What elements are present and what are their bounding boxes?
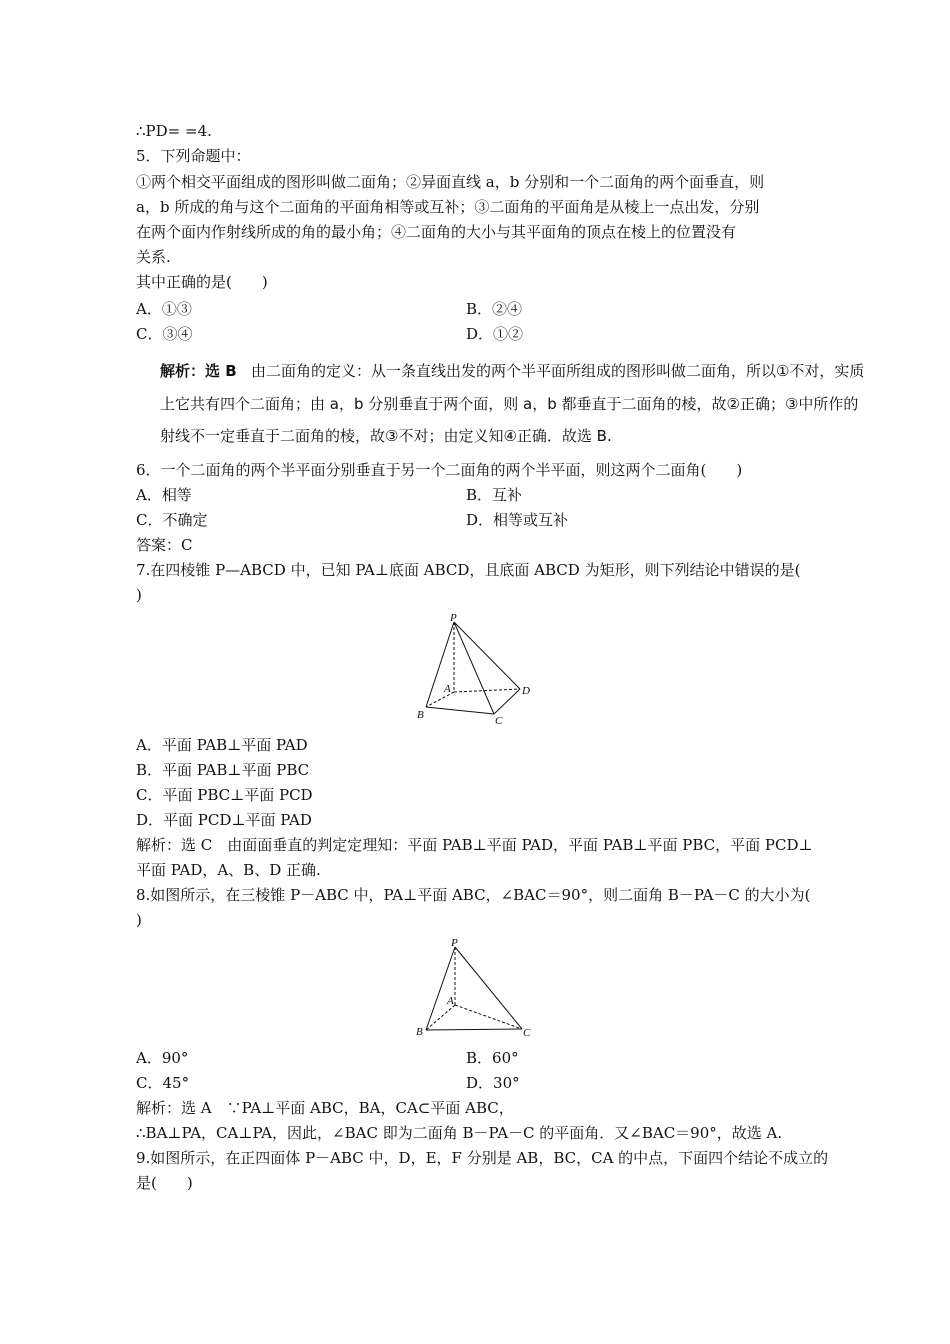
label-a: A: [444, 683, 451, 695]
label-c: C: [523, 1027, 531, 1039]
q6-option-b: B．互补: [466, 486, 523, 504]
q7-explanation-line-2: 平面 PAD，A、B、D 正确.: [136, 861, 321, 879]
q6-stem: 6．一个二面角的两个半平面分别垂直于另一个二面角的两个半平面，则这两个二面角( ): [136, 461, 743, 479]
q5-question: 其中正确的是( ): [136, 273, 268, 291]
q8-option-c: C．45°: [136, 1074, 190, 1092]
q8-stem-line-1: 8.如图所示，在三棱锥 P－ABC 中，PA⊥平面 ABC，∠BAC＝90°，则二面角 B－PA－C 的大小为(: [136, 886, 811, 904]
q6-option-c: C．不确定: [136, 511, 208, 529]
q6-option-a: A．相等: [136, 486, 192, 504]
q5-explanation-line-2: 上它共有四个二面角；由 a，b 分别垂直于两个面，则 a，b 都垂直于二面角的棱，故②正确；③中所作的: [160, 395, 859, 413]
q7-stem-line-1: 7.在四棱锥 P—ABCD 中，已知 PA⊥底面 ABCD，且底面 ABCD 为矩形，则下列结论中错误的是(: [136, 561, 801, 579]
line-pd-result: ∴PD= =4.: [136, 122, 212, 140]
q8-option-d: D．30°: [466, 1074, 520, 1092]
q5-option-c: C．③④: [136, 325, 193, 343]
edge-pd: [454, 622, 520, 689]
q5-statement-1: ①两个相交平面组成的图形叫做二面角；②异面直线 a，b 分别和一个二面角的两个面垂直，则: [136, 173, 765, 191]
label-b: B: [416, 1026, 423, 1038]
edge-cd: [494, 689, 520, 714]
q5-option-d: D．①②: [466, 325, 524, 343]
q8-explanation-line-2: ∴BA⊥PA，CA⊥PA，因此，∠BAC 即为二面角 B－PA－C 的平面角．又∠BAC＝90°，故选 A.: [136, 1124, 783, 1142]
q5-explanation-line-3: 射线不一定垂直于二面角的棱，故③不对；由定义知④正确．故选 B.: [160, 427, 612, 445]
q5-statement-3: 在两个面内作射线所成的角的最小角；④二面角的大小与其平面角的顶点在棱上的位置没有: [136, 223, 737, 241]
q6-answer: 答案：C: [136, 536, 193, 554]
edge-pc: [454, 622, 494, 714]
q5-explanation-line-1: [160, 356, 865, 387]
q7-option-a: A．平面 PAB⊥平面 PAD: [136, 736, 308, 754]
q5-title: 5．下列命题中：: [136, 147, 251, 165]
q9-stem-line-2: 是( ): [136, 1174, 193, 1192]
q5-explanation-label: 解析：选 B: [160, 362, 237, 380]
q8-explanation-line-1: 解析：选 A ∵PA⊥平面 ABC，BA，CA⊂平面 ABC，: [136, 1099, 514, 1117]
label-c: C: [495, 715, 503, 727]
edge-bc: [426, 1029, 522, 1030]
q7-pyramid-figure: [410, 612, 540, 727]
q7-explanation-line-1: 解析：选 C 由面面垂直的判定定理知：平面 PAB⊥平面 PAD，平面 PAB⊥平面 PBC，平面 PCD⊥: [136, 836, 813, 854]
q5-option-a: A．①③: [136, 300, 192, 318]
label-p: P: [451, 937, 458, 949]
q8-option-a: A．90°: [136, 1049, 189, 1067]
q8-tetrahedron-figure: [410, 935, 540, 1043]
edge-bc: [426, 707, 494, 714]
label-d: D: [522, 685, 530, 697]
q9-stem-line-1: 9.如图所示，在正四面体 P－ABC 中，D，E，F 分别是 AB，BC，CA 的中点，下面四个结论不成立的: [136, 1149, 829, 1167]
q7-option-b: B．平面 PAB⊥平面 PBC: [136, 761, 310, 779]
label-a: A: [447, 995, 454, 1007]
q5-statement-2: a，b 所成的角与这个二面角的平面角相等或互补；③二面角的平面角是从棱上一点出发，分别: [136, 198, 760, 216]
q8-option-b: B．60°: [466, 1049, 519, 1067]
edge-ad: [454, 689, 520, 692]
q5-option-b: B．②④: [466, 300, 523, 318]
q5-statement-4: 关系.: [136, 248, 171, 266]
q6-option-d: D．相等或互补: [466, 511, 569, 529]
q8-stem-line-2: ): [136, 911, 142, 929]
q7-option-d: D．平面 PCD⊥平面 PAD: [136, 811, 312, 829]
label-p: P: [450, 612, 457, 624]
label-b: B: [417, 709, 424, 721]
q5-explanation-text-1: 由二面角的定义：从一条直线出发的两个半平面所组成的图形叫做二面角，所以①不对，实质: [250, 362, 865, 380]
edge-pb: [426, 947, 455, 1030]
q7-option-c: C．平面 PBC⊥平面 PCD: [136, 786, 313, 804]
q7-stem-line-2: ): [136, 586, 142, 604]
